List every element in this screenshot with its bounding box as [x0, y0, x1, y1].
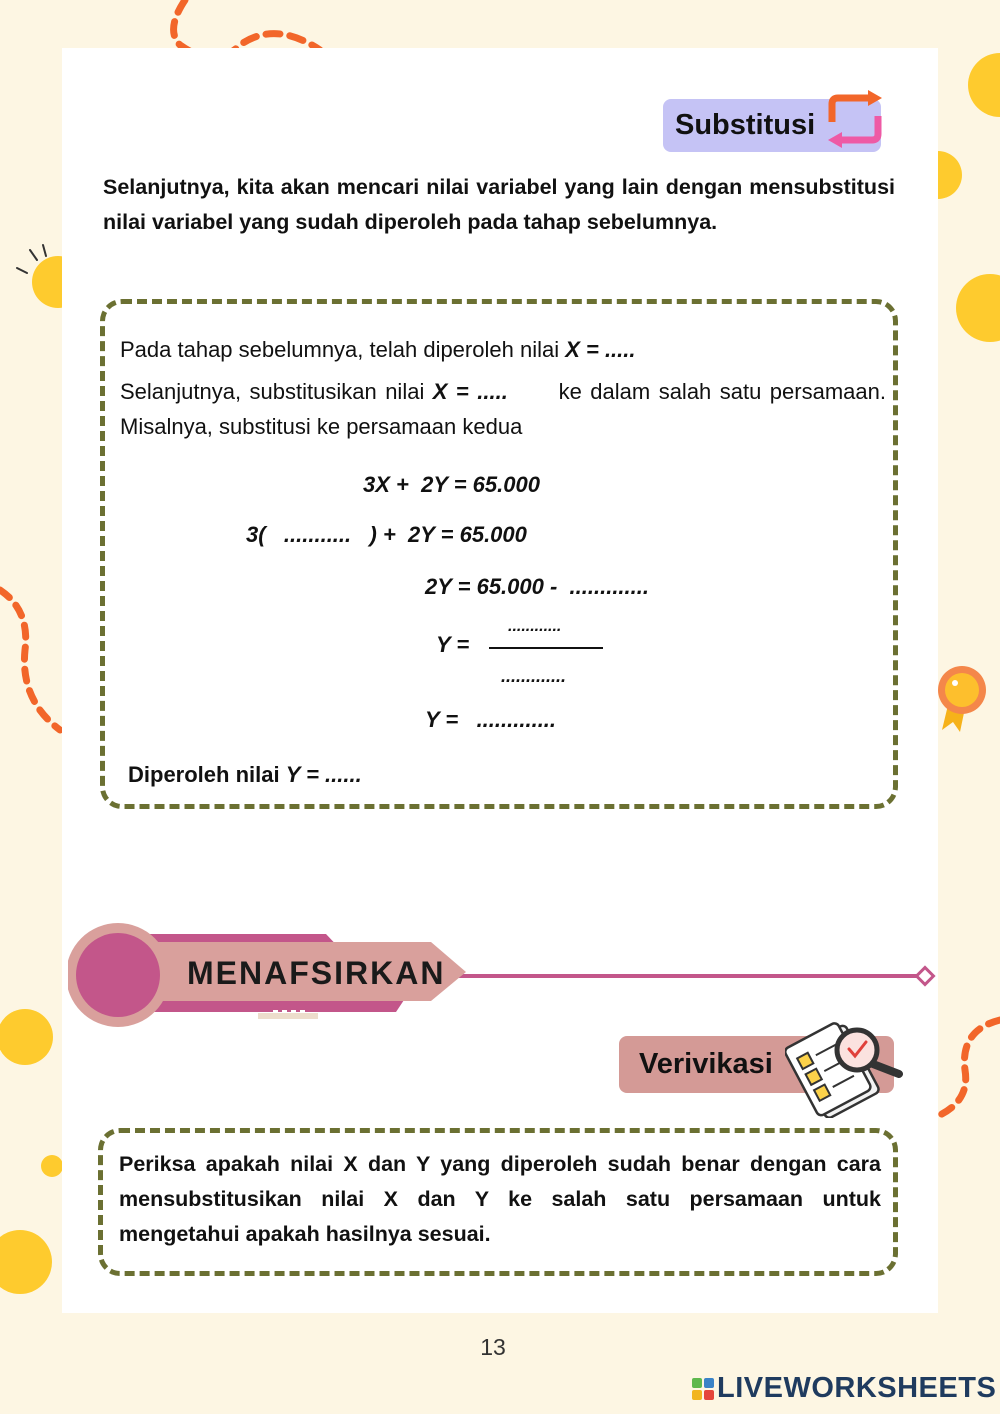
- substitute-instruction-b: ke dalam salah satu persamaan. Misalnya, substitusi ke persamaan kedua: [120, 379, 886, 439]
- dashed-swirl-right: [940, 1020, 1000, 1115]
- yellow-dot: [0, 1230, 52, 1294]
- result-text: Diperoleh nilai: [128, 762, 286, 787]
- equation-3: 2Y = 65.000 - .............: [425, 574, 649, 599]
- liveworksheets-logo-icon: [692, 1378, 714, 1400]
- swap-arrows-icon: [824, 88, 886, 154]
- equation-2: [246, 522, 527, 548]
- award-ribbon-icon: [938, 666, 986, 732]
- substitusi-tag-label: Substitusi: [675, 109, 816, 141]
- substitute-instruction-a: Selanjutnya, substitusikan nilai: [120, 379, 433, 404]
- liveworksheets-logo: [692, 1372, 996, 1405]
- equation-4-lhs: Y =: [436, 632, 470, 657]
- verifikasi-tag-label: Verivikasi: [639, 1048, 773, 1080]
- liveworksheets-brand: LIVEWORKSHEETS: [717, 1372, 997, 1404]
- x-input-blank[interactable]: ...........: [283, 522, 352, 547]
- yellow-dot: [0, 1009, 53, 1065]
- yellow-dot: [956, 274, 1000, 342]
- substitusi-intro: Selanjutnya, kita akan mencari nilai variabel yang lain dengan mensubstitusi nilai variabel yang sudah diperoleh pada tahap sebelumnya.: [103, 175, 895, 234]
- equation-2-a: 3(: [246, 522, 266, 547]
- x-value-blank-2: X = .....: [432, 379, 508, 404]
- fraction-bar: [489, 647, 603, 649]
- equation-1: 3X + 2Y = 65.000: [363, 472, 540, 497]
- result-line: [128, 757, 362, 792]
- dashed-swirl-left: [0, 590, 60, 730]
- yellow-dot: [968, 53, 1000, 117]
- equation-2-b: ) + 2Y = 65.000: [369, 522, 527, 547]
- substitute-instruction: [120, 374, 886, 444]
- previous-step-line: [120, 332, 636, 367]
- fraction-denominator-blank[interactable]: .............: [501, 666, 567, 686]
- y-value-blank: Y = ......: [285, 762, 362, 787]
- page-number: 13: [480, 1334, 506, 1360]
- equation-5: Y = .............: [425, 707, 557, 732]
- checklist-magnifier-icon: [785, 1018, 909, 1118]
- verifikasi-box: [98, 1128, 898, 1276]
- fraction-numerator-blank[interactable]: ............: [508, 618, 562, 635]
- verifikasi-instruction: Periksa apakah nilai X dan Y yang diperoleh sudah benar dengan cara mensubstitusikan nilai X dan Y ke salah satu persamaan untuk mengetahui apakah hasilnya sesuai.: [119, 1152, 881, 1246]
- yellow-dot: [41, 1155, 63, 1177]
- previous-step-text: Pada tahap sebelumnya, telah diperoleh nilai: [120, 337, 566, 362]
- x-value-blank: X = .....: [565, 337, 636, 362]
- menafsirkan-title: MENAFSIRKAN: [187, 955, 446, 991]
- substitusi-box: [100, 299, 898, 809]
